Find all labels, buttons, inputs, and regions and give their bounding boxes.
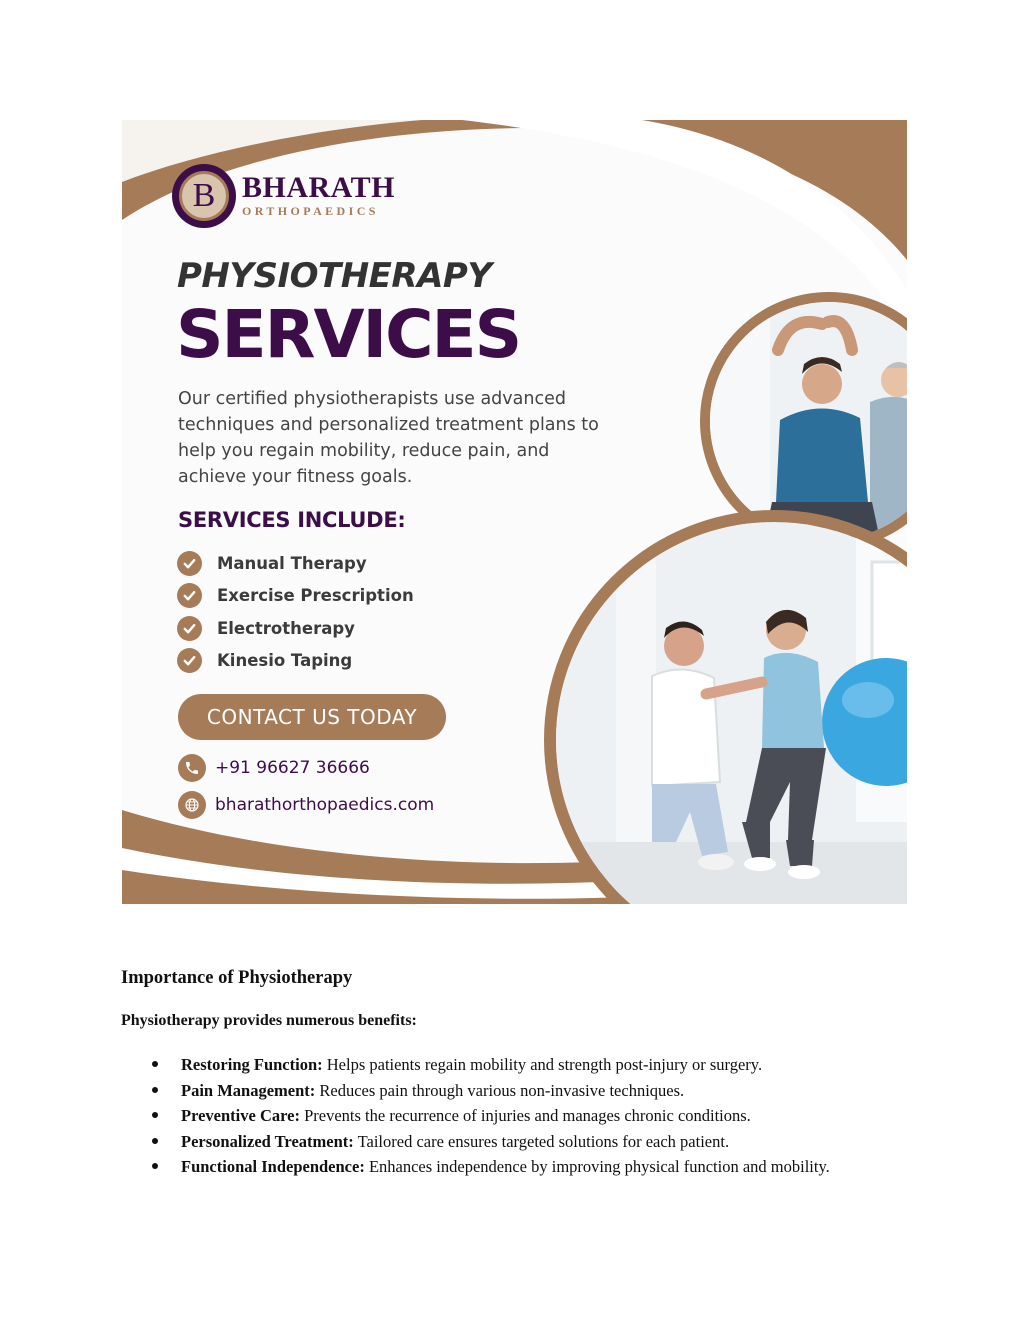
intro-text: Our certified physiotherapists use advanced techniques and personalized treatment plans to help you regain mobility, reduce pain, and achieve your fitness goals.: [178, 389, 599, 487]
service-item: [177, 612, 414, 645]
check-icon: [177, 616, 202, 641]
benefit-description: Reduces pain through various non-invasive techniques.: [315, 1080, 685, 1100]
phone-contact: [178, 754, 370, 782]
article-title: Importance of Physiotherapy: [121, 968, 353, 988]
headline-services: SERVICES: [176, 296, 521, 373]
phone-number-link[interactable]: +91 96627 36666: [215, 758, 370, 778]
benefit-description: Helps patients regain mobility and strength post-injury or surgery.: [322, 1055, 763, 1074]
services-heading: SERVICES INCLUDE:: [178, 508, 406, 532]
benefit-description: Enhances independence by improving physical function and mobility.: [364, 1157, 830, 1176]
brand-logo: [172, 164, 395, 228]
globe-icon: [178, 791, 206, 819]
benefit-term: Personalized Treatment:: [181, 1131, 354, 1151]
benefit-description: Prevents the recurrence of injuries and manages chronic conditions.: [299, 1106, 751, 1125]
benefit-item: [121, 1103, 861, 1129]
service-label: Kinesio Taping: [217, 651, 353, 671]
benefit-term: Pain Management:: [181, 1080, 316, 1100]
benefit-term: Preventive Care:: [181, 1106, 300, 1125]
service-label: Electrotherapy: [217, 618, 355, 638]
contact-us-button[interactable]: CONTACT US TODAY: [178, 694, 446, 740]
logo-name: BHARATH: [242, 171, 395, 204]
benefit-term: Restoring Function:: [181, 1055, 323, 1074]
logo-monogram: B: [179, 171, 229, 221]
logo-wordmark: [242, 173, 395, 219]
benefit-item: [121, 1129, 861, 1155]
service-item: [177, 547, 414, 580]
phone-icon: [178, 754, 206, 782]
service-label: Exercise Prescription: [217, 586, 414, 606]
benefit-term: Functional Independence:: [181, 1157, 365, 1176]
logo-subtitle: ORTHOPAEDICS: [242, 204, 379, 218]
benefit-item: [121, 1052, 861, 1078]
services-list: [177, 547, 414, 677]
services-flyer: [122, 120, 907, 904]
article-lead: Physiotherapy provides numerous benefits:: [121, 1012, 417, 1029]
website-link[interactable]: bharathorthopaedics.com: [215, 795, 435, 815]
benefits-list: [121, 1052, 861, 1180]
check-icon: [177, 551, 202, 576]
benefit-description: Tailored care ensures targeted solutions for each patient.: [353, 1131, 730, 1151]
logo-emblem: [172, 164, 236, 228]
headline-physiotherapy: PHYSIOTHERAPY: [177, 256, 492, 296]
benefit-item: [121, 1154, 861, 1180]
check-icon: [177, 583, 202, 608]
check-icon: [177, 648, 202, 673]
service-label: Manual Therapy: [217, 553, 367, 573]
benefit-item: [121, 1078, 861, 1104]
service-item: [177, 645, 414, 678]
website-contact: [178, 791, 434, 819]
service-item: [177, 580, 414, 613]
